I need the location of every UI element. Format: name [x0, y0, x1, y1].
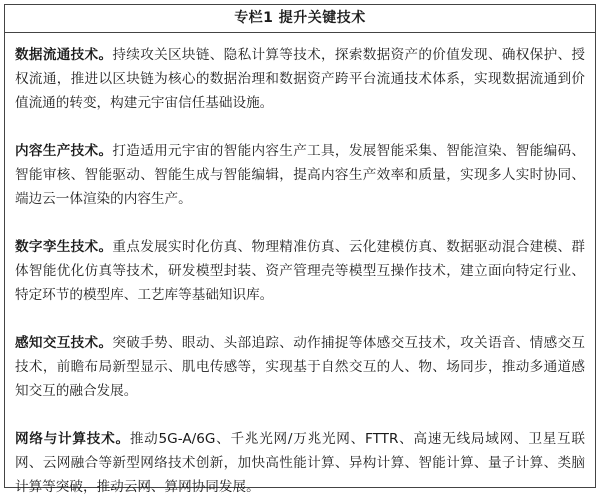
section-heading: 内容生产技术。	[15, 143, 113, 159]
section-body: 持续攻关区块链、隐私计算等技术，探索数据资产的价值发现、确权保护、授权流通，推进以区块链为核心的数据治理和数据资产跨平台流通技术体系，实现数据流通到价值流通的转变，构建元宇宙信任基础设施。	[15, 47, 586, 111]
section-network-computing	[15, 427, 585, 499]
sidebar-box	[4, 4, 596, 495]
section-body: 重点发展实时化仿真、物理精准仿真、云化建模仿真、数据驱动混合建模、群体智能优化仿真等技术，研发模型封装、资产管理壳等模型互操作技术，建立面向特定行业、特定环节的模型库、工艺库等基础知识库。	[15, 239, 586, 303]
section-body: 突破手势、眼动、头部追踪、动作捕捉等体感交互技术，攻关语音、情感交互技术，前瞻布局新型显示、肌电传感等，实现基于自然交互的人、物、场同步，推动多通道感知交互的融合发展。	[15, 335, 586, 399]
box-title: 专栏1 提升关键技术	[5, 5, 595, 33]
section-digital-twin	[15, 235, 585, 307]
section-content-production	[15, 139, 585, 211]
section-body: 推动5G-A/6G、千兆光网/万兆光网、FTTR、高速无线局域网、卫星互联网、云网融合等新型网络技术创新，加快高性能计算、异构计算、智能计算、量子计算、类脑计算等突破，推动云网、算网协同发展。	[15, 431, 585, 495]
section-heading: 数字孪生技术。	[15, 239, 113, 255]
section-perception-interaction	[15, 331, 585, 403]
section-data-circulation	[15, 43, 585, 115]
section-heading: 感知交互技术。	[15, 335, 113, 351]
section-heading: 数据流通技术。	[15, 47, 113, 63]
section-body: 打造适用元宇宙的智能内容生产工具，发展智能采集、智能渲染、智能编码、智能审核、智能驱动、智能生成与智能编辑，提高内容生产效率和质量，实现多人实时协同、端边云一体渲染的内容生产。	[15, 143, 586, 207]
section-heading: 网络与计算技术。	[15, 431, 130, 447]
box-content	[5, 33, 595, 499]
